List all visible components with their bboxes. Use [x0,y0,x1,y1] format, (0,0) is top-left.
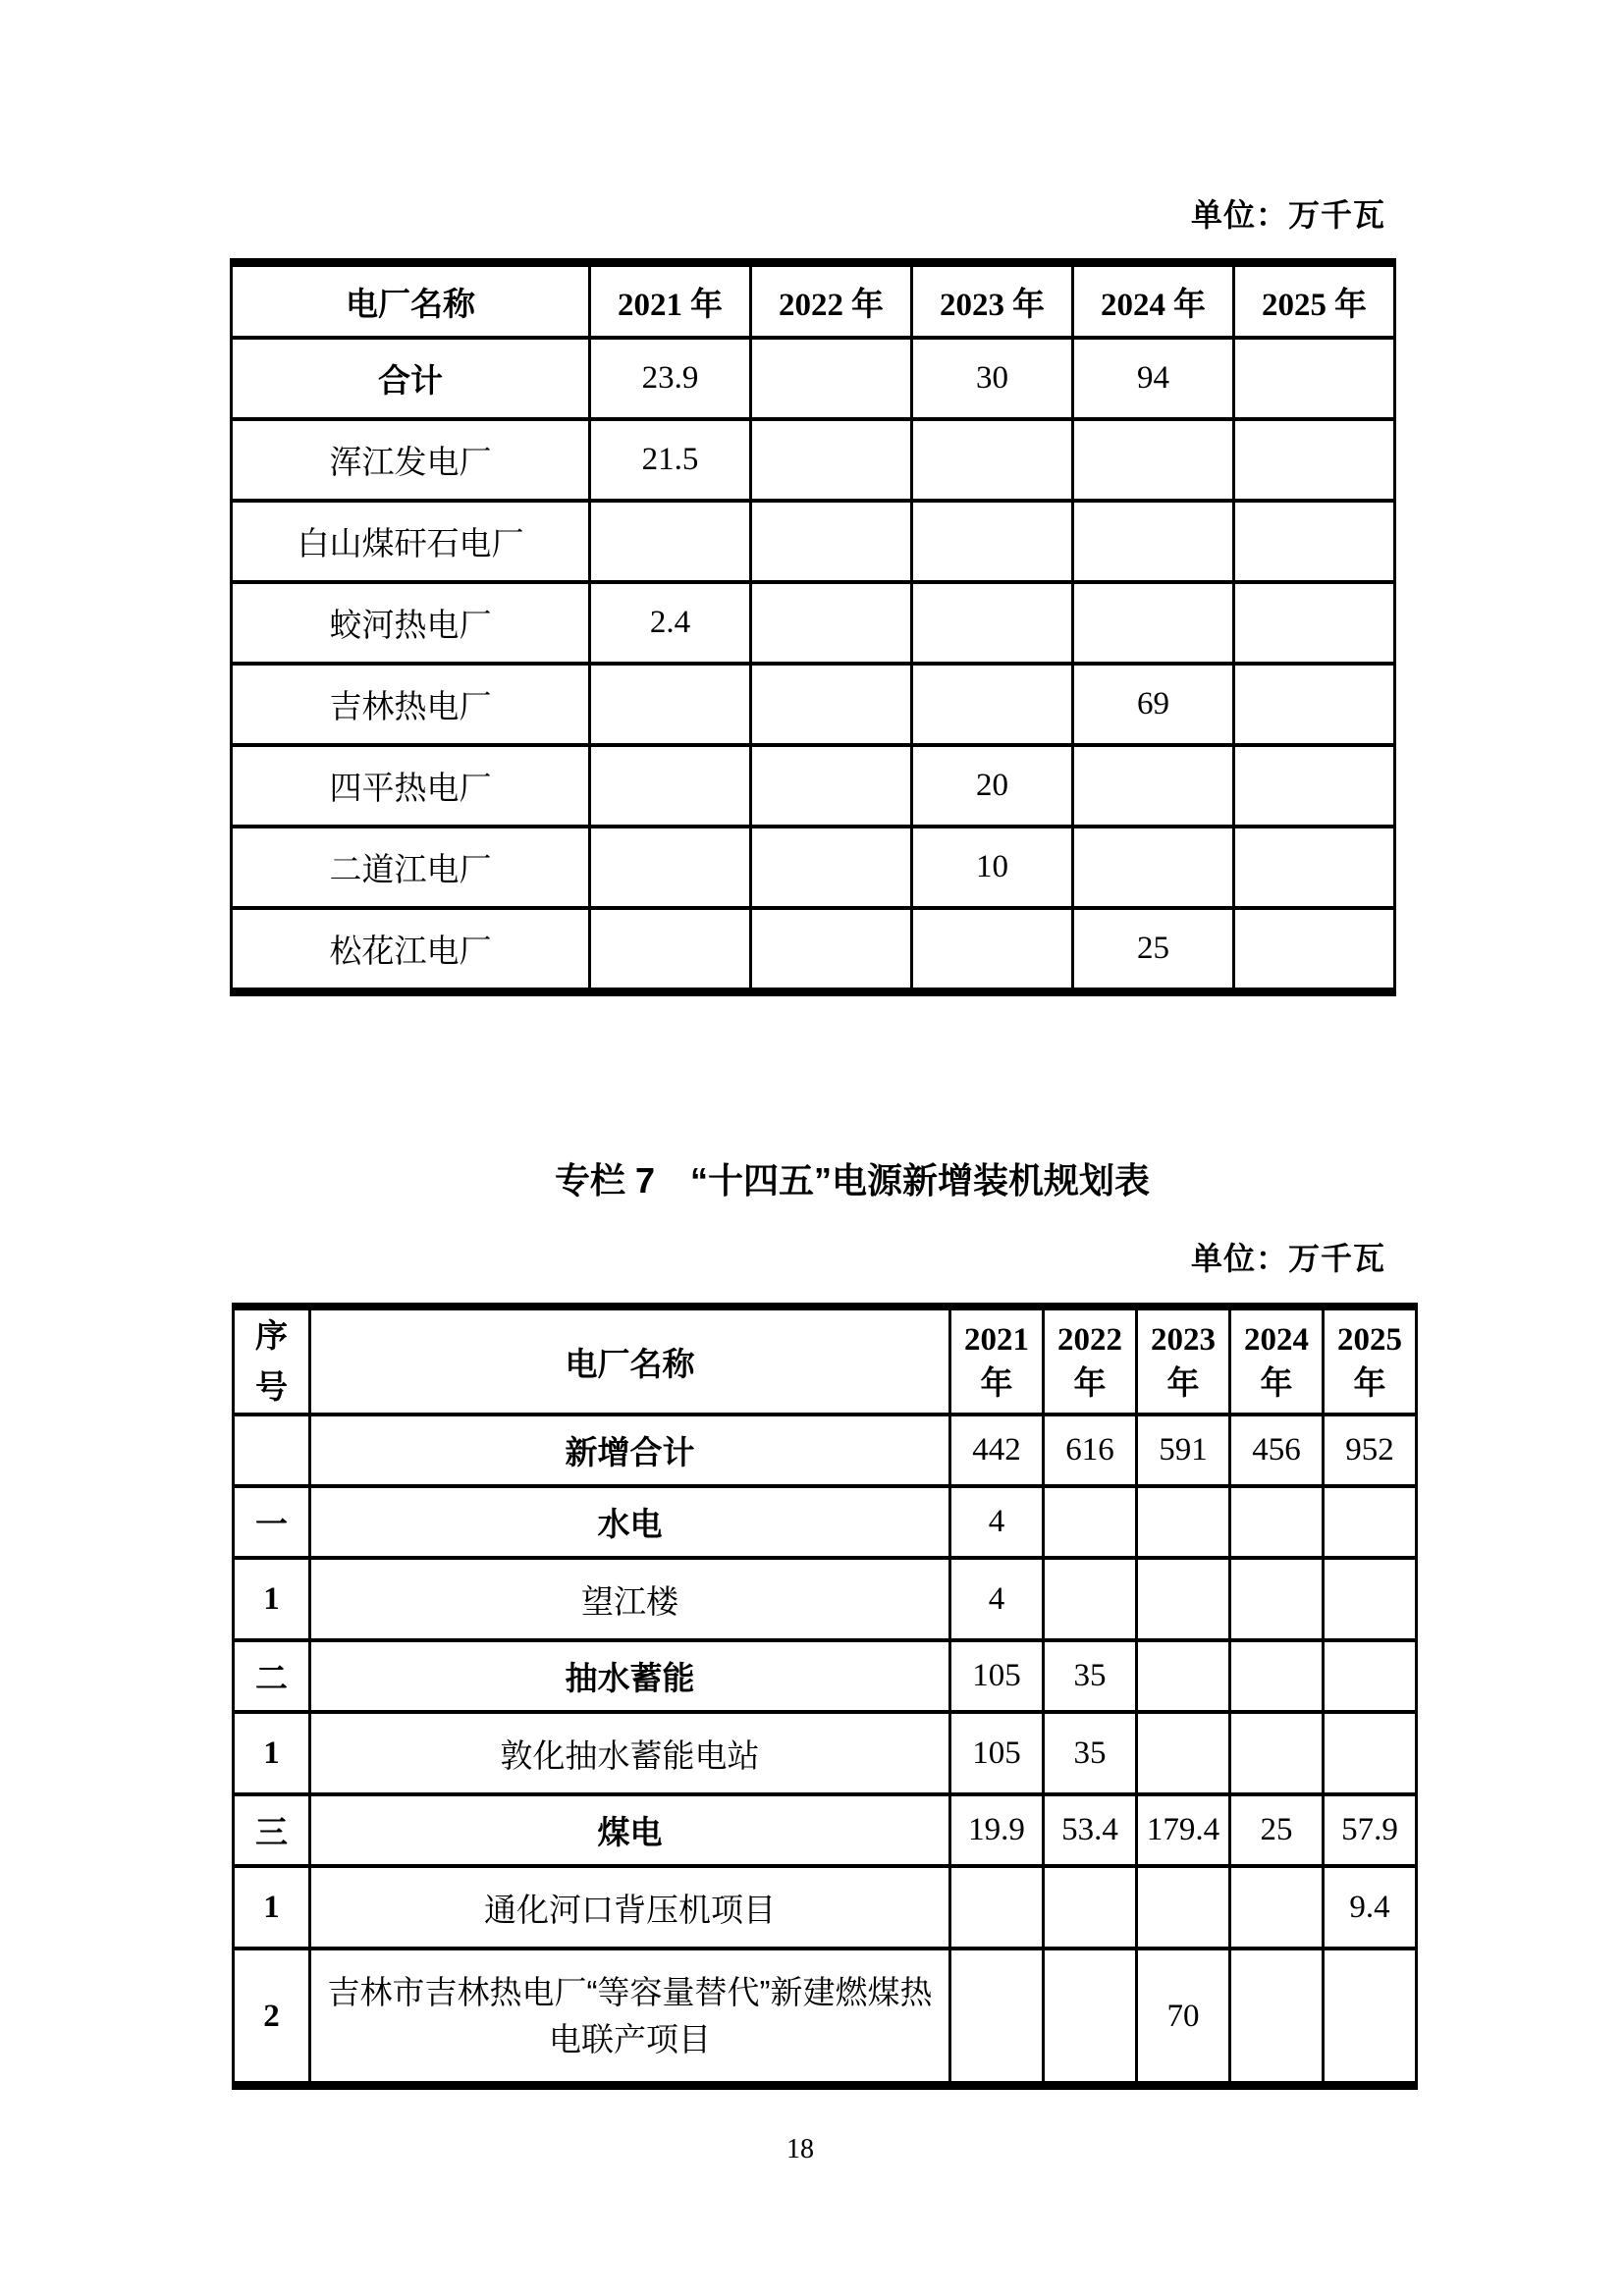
value-cell: 10 [912,827,1073,908]
value-cell [751,908,912,992]
value-cell [1230,1640,1324,1712]
box7-title: 专栏 7 “十四五”电源新增装机规划表 [554,1160,1151,1201]
value-cell [1234,664,1395,745]
t2-col-2024: 2024 年 [1230,1307,1324,1415]
table-row [232,745,1395,827]
value-cell: 105 [950,1640,1044,1712]
plant-name-cell: 抽水蓄能 [310,1640,950,1712]
t2-header-row [234,1307,1417,1415]
value-cell [590,501,751,582]
plant-name-cell: 通化河口背压机项目 [310,1866,950,1949]
t2-col-2023: 2023 年 [1137,1307,1230,1415]
value-cell: 456 [1230,1415,1324,1486]
value-cell: 442 [950,1415,1044,1486]
value-cell [751,745,912,827]
value-cell [1137,1866,1230,1949]
plant-name-cell: 蛟河热电厂 [232,582,590,664]
index-cell: 1 [234,1712,310,1794]
value-cell [751,501,912,582]
table-row [232,338,1395,419]
page-number: 18 [786,2134,814,2164]
table-row [232,664,1395,745]
table-row [234,1486,1417,1558]
value-cell [1234,582,1395,664]
value-cell [1234,501,1395,582]
value-cell: 23.9 [590,338,751,419]
value-cell: 591 [1137,1415,1230,1486]
value-cell: 20 [912,745,1073,827]
value-cell [1234,338,1395,419]
value-cell [912,664,1073,745]
value-cell: 4 [950,1486,1044,1558]
value-cell [590,827,751,908]
capacity-retirement-table [230,258,1396,996]
value-cell [1073,745,1234,827]
value-cell [1137,1558,1230,1640]
value-cell [950,1949,1044,2086]
plant-name-cell: 水电 [310,1486,950,1558]
t2-col-2022: 2022 年 [1044,1307,1137,1415]
value-cell [1044,1866,1137,1949]
value-cell: 19.9 [950,1794,1044,1866]
t1-col-2022: 2022 年 [751,263,912,339]
index-cell: 三 [234,1794,310,1866]
table-row [234,1558,1417,1640]
table-row [234,1866,1417,1949]
value-cell [912,582,1073,664]
table-row [232,582,1395,664]
value-cell [1073,582,1234,664]
plant-name-cell: 煤电 [310,1794,950,1866]
index-cell: 一 [234,1486,310,1558]
value-cell [1230,1558,1324,1640]
plant-name-cell: 松花江电厂 [232,908,590,992]
value-cell [590,745,751,827]
value-cell: 9.4 [1324,1866,1417,1949]
value-cell [1044,1558,1137,1640]
t2-col-2021: 2021 年 [950,1307,1044,1415]
value-cell: 2.4 [590,582,751,664]
value-cell: 952 [1324,1415,1417,1486]
value-cell: 30 [912,338,1073,419]
value-cell [590,664,751,745]
value-cell [751,827,912,908]
index-cell: 2 [234,1949,310,2086]
value-cell: 105 [950,1712,1044,1794]
value-cell [1230,1486,1324,1558]
plant-name-cell: 吉林热电厂 [232,664,590,745]
t1-col-plant-name: 电厂名称 [232,263,590,339]
value-cell [1044,1949,1137,2086]
plant-name-cell: 新增合计 [310,1415,950,1486]
plant-name-cell: 浑江发电厂 [232,419,590,501]
value-cell [1234,745,1395,827]
value-cell [1230,1712,1324,1794]
value-cell [1230,1866,1324,1949]
value-cell [1230,1949,1324,2086]
value-cell: 4 [950,1558,1044,1640]
index-cell: 二 [234,1640,310,1712]
new-capacity-plan-table [232,1303,1418,2090]
plant-name-cell: 敦化抽水蓄能电站 [310,1712,950,1794]
value-cell [1324,1640,1417,1712]
unit-label-middle: 单位：万千瓦 [1190,1241,1385,1276]
t2-col-index: 序 号 [234,1307,310,1415]
t1-col-2024: 2024 年 [1073,263,1234,339]
t1-header-row [232,263,1395,339]
plant-name-cell: 合计 [232,338,590,419]
value-cell [912,419,1073,501]
value-cell [1137,1486,1230,1558]
value-cell: 57.9 [1324,1794,1417,1866]
table-row [234,1640,1417,1712]
index-cell: 1 [234,1558,310,1640]
t1-col-2021: 2021 年 [590,263,751,339]
value-cell [1234,827,1395,908]
value-cell [1137,1640,1230,1712]
table-row [232,908,1395,992]
value-cell [1324,1949,1417,2086]
table-row [232,827,1395,908]
value-cell [1324,1486,1417,1558]
t2-col-plant-name: 电厂名称 [310,1307,950,1415]
value-cell: 25 [1073,908,1234,992]
value-cell [751,338,912,419]
value-cell [1137,1712,1230,1794]
value-cell [950,1866,1044,1949]
index-cell: 1 [234,1866,310,1949]
plant-name-cell: 吉林市吉林热电厂“等容量替代”新建燃煤热电联产项目 [310,1949,950,2086]
value-cell: 53.4 [1044,1794,1137,1866]
value-cell [1324,1558,1417,1640]
value-cell [751,582,912,664]
value-cell: 179.4 [1137,1794,1230,1866]
plant-name-cell: 望江楼 [310,1558,950,1640]
value-cell [1073,827,1234,908]
table-row [234,1712,1417,1794]
t1-col-2023: 2023 年 [912,263,1073,339]
value-cell: 25 [1230,1794,1324,1866]
value-cell: 35 [1044,1712,1137,1794]
value-cell [912,501,1073,582]
t2-col-2025: 2025 年 [1324,1307,1417,1415]
value-cell [590,908,751,992]
unit-label-top: 单位：万千瓦 [1190,197,1385,233]
t1-col-2025: 2025 年 [1234,263,1395,339]
value-cell: 21.5 [590,419,751,501]
table-row [232,419,1395,501]
value-cell [912,908,1073,992]
value-cell [1073,419,1234,501]
value-cell: 94 [1073,338,1234,419]
value-cell [1234,419,1395,501]
value-cell: 616 [1044,1415,1137,1486]
value-cell [751,664,912,745]
index-cell [234,1415,310,1486]
value-cell [1044,1486,1137,1558]
plant-name-cell: 白山煤矸石电厂 [232,501,590,582]
table-row [234,1415,1417,1486]
table-row [234,1794,1417,1866]
value-cell: 69 [1073,664,1234,745]
plant-name-cell: 二道江电厂 [232,827,590,908]
value-cell [1234,908,1395,992]
plant-name-cell: 四平热电厂 [232,745,590,827]
value-cell: 70 [1137,1949,1230,2086]
table-row [234,1949,1417,2086]
value-cell [1073,501,1234,582]
value-cell [751,419,912,501]
value-cell: 35 [1044,1640,1137,1712]
value-cell [1324,1712,1417,1794]
table-row [232,501,1395,582]
